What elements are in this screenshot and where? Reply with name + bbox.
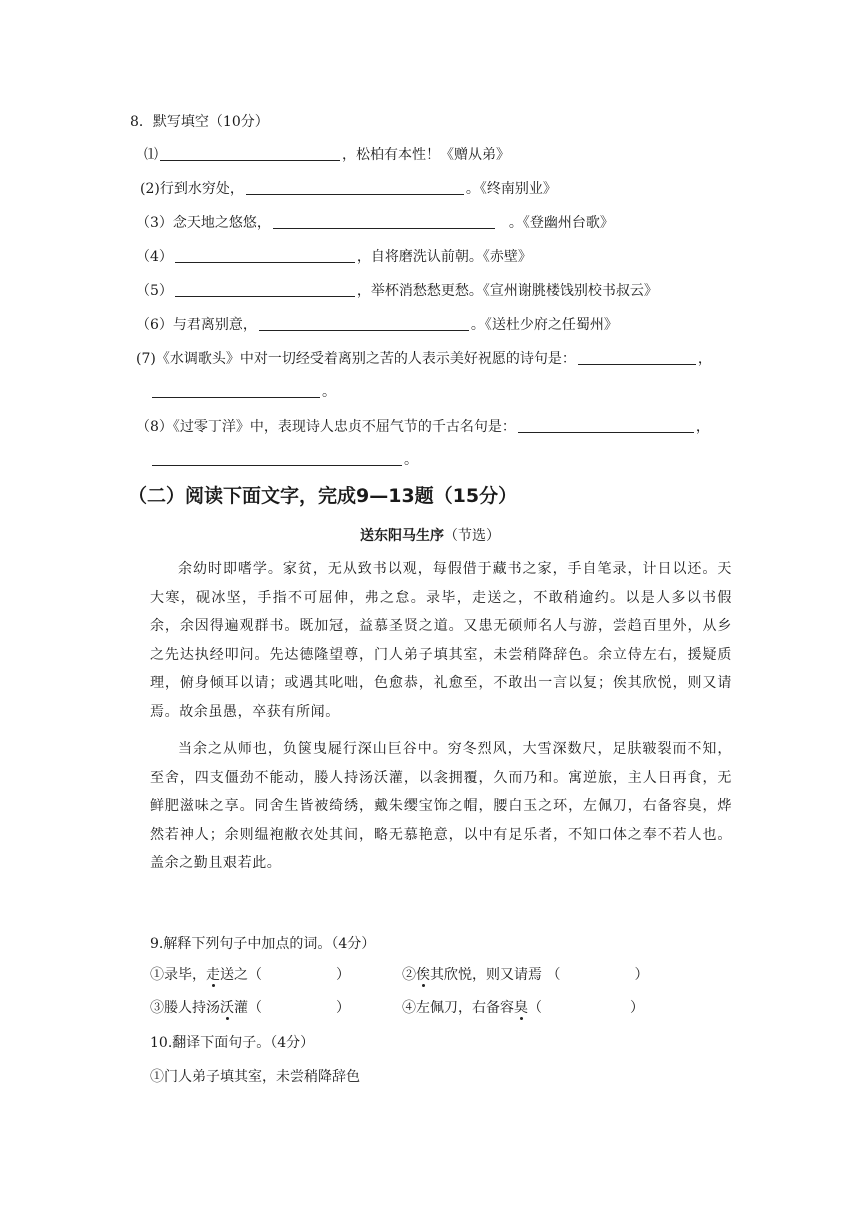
q8-item-3-prefix: （3）念天地之悠悠， xyxy=(136,215,271,231)
answer-blank[interactable] xyxy=(175,248,355,263)
passage-paragraph-1: 余幼时即嗜学。家贫，无从致书以观，每假借于藏书之家，手自笔录，计日以还。天大寒，砚冰坚，手指不可屈伸，弗之怠。录毕，走送之，不敢稍逾约。以是人多以书假余，余因得遍观群书。既加冠，益慕圣贤之道。又患无硕师名人与游，尝趋百里外，从乡之先达执经叩问。先达德隆望尊，门人弟子填其室，未尝稍降辞色。余立侍左右，援疑质理，俯身倾耳以请；或遇其叱咄，色愈恭，礼愈至，不敢出一言以复；俟其欣悦，则又请焉。故余虽愚，卒获有所闻。 xyxy=(150,561,732,720)
q8-item-1-prefix: ⑴ xyxy=(144,147,158,163)
q8-item-2-suffix: 。《终南别业》 xyxy=(465,181,557,197)
q8-item-7-comma: ， xyxy=(697,351,712,367)
answer-space[interactable] xyxy=(264,967,334,981)
q8-item-2-prefix: (2)行到水穷处， xyxy=(140,181,244,197)
q8-header: 8．默写填空（10分） xyxy=(130,114,269,130)
dotted-word: 沃 xyxy=(220,1000,234,1016)
answer-blank[interactable] xyxy=(578,350,696,365)
q10-item-1: ①门人弟子填其室，未尝稍降辞色 xyxy=(150,1069,360,1085)
q8-item-4-suffix: ，自将磨洗认前朝。《赤壁》 xyxy=(356,249,532,265)
dotted-word: 臭 xyxy=(514,1000,528,1016)
q8-item-8-end: 。 xyxy=(404,452,418,468)
answer-space[interactable] xyxy=(562,967,632,981)
section-heading: （二）阅读下面文字，完成9—13题（15分） xyxy=(128,485,518,507)
q8-item-3-suffix: 。《登幽州台歌》 xyxy=(508,215,614,231)
q9-header: 9.解释下列句子中加点的词。（4分） xyxy=(150,936,376,952)
answer-blank[interactable] xyxy=(152,383,320,398)
q8-item-2 xyxy=(140,179,557,199)
q8-item-6 xyxy=(136,315,618,335)
dotted-word: 俟 xyxy=(416,967,430,983)
answer-blank[interactable] xyxy=(175,282,355,297)
answer-blank[interactable] xyxy=(259,316,469,331)
q8-item-5-prefix: （5） xyxy=(136,283,173,299)
q8-item-4 xyxy=(136,247,532,267)
q8-item-7 xyxy=(136,349,712,369)
answer-space[interactable] xyxy=(264,1000,334,1014)
answer-space[interactable] xyxy=(544,1000,628,1014)
q8-item-5 xyxy=(136,281,658,301)
answer-blank[interactable] xyxy=(160,146,340,161)
q8-item-7-prefix: (7)《水调歌头》中对一切经受着离别之苦的人表示美好祝愿的诗句是： xyxy=(136,351,576,367)
q8-item-7-cont xyxy=(150,382,336,402)
q8-item-6-prefix: （6）与君离别意， xyxy=(136,317,257,333)
answer-blank[interactable] xyxy=(273,214,495,229)
q8-item-8-comma: ， xyxy=(695,419,710,435)
q9-item-1: ①录毕，走送之（ ） xyxy=(150,967,350,983)
q10-header: 10.翻译下面句子。（4分） xyxy=(150,1035,315,1051)
dotted-word: 走 xyxy=(206,967,220,983)
q9-item-3: ③媵人持汤沃灌（ ） xyxy=(150,1000,350,1016)
q8-item-3 xyxy=(136,213,614,233)
passage-title xyxy=(0,526,860,546)
answer-blank[interactable] xyxy=(518,418,694,433)
q8-item-7-end: 。 xyxy=(322,384,336,400)
q9-item-2: ②俟其欣悦，则又请焉 （ ） xyxy=(402,967,649,983)
q8-item-6-suffix: 。《送杜少府之任蜀州》 xyxy=(470,317,618,333)
q9-item-4: ④左佩刀，右备容臭（ ） xyxy=(402,1000,644,1016)
q8-item-8 xyxy=(136,417,710,437)
q8-item-8-cont xyxy=(150,450,418,470)
q8-item-4-prefix: （4） xyxy=(136,249,173,265)
q8-item-1 xyxy=(144,145,510,165)
q8-item-1-suffix: ，松柏有本性！《赠从弟》 xyxy=(342,147,510,163)
passage-title-note: （节选） xyxy=(444,528,500,544)
answer-blank[interactable] xyxy=(152,451,402,466)
passage-paragraph-2: 当余之从师也，负箧曳屣行深山巨谷中。穷冬烈风，大雪深数尺，足肤皲裂而不知，至舍，四支僵劲不能动，媵人持汤沃灌，以衾拥覆，久而乃和。寓逆旅，主人日再食，无鲜肥滋味之享。同舍生皆被绮绣，戴朱缨宝饰之帽，腰白玉之环，左佩刀，右备容臭，烨然若神人；余则缊袍敝衣处其间，略无慕艳意，以中有足乐者，不知口体之奉不若人也。盖余之勤且艰若此。 xyxy=(150,741,732,871)
passage-title-text: 送东阳马生序 xyxy=(360,528,444,544)
q8-item-8-prefix: （8）《过零丁洋》中，表现诗人忠贞不屈气节的千古名句是： xyxy=(136,419,516,435)
q8-item-5-suffix: ，举杯消愁愁更愁。《宣州谢朓楼饯别校书叔云》 xyxy=(356,283,658,299)
answer-blank[interactable] xyxy=(246,180,464,195)
